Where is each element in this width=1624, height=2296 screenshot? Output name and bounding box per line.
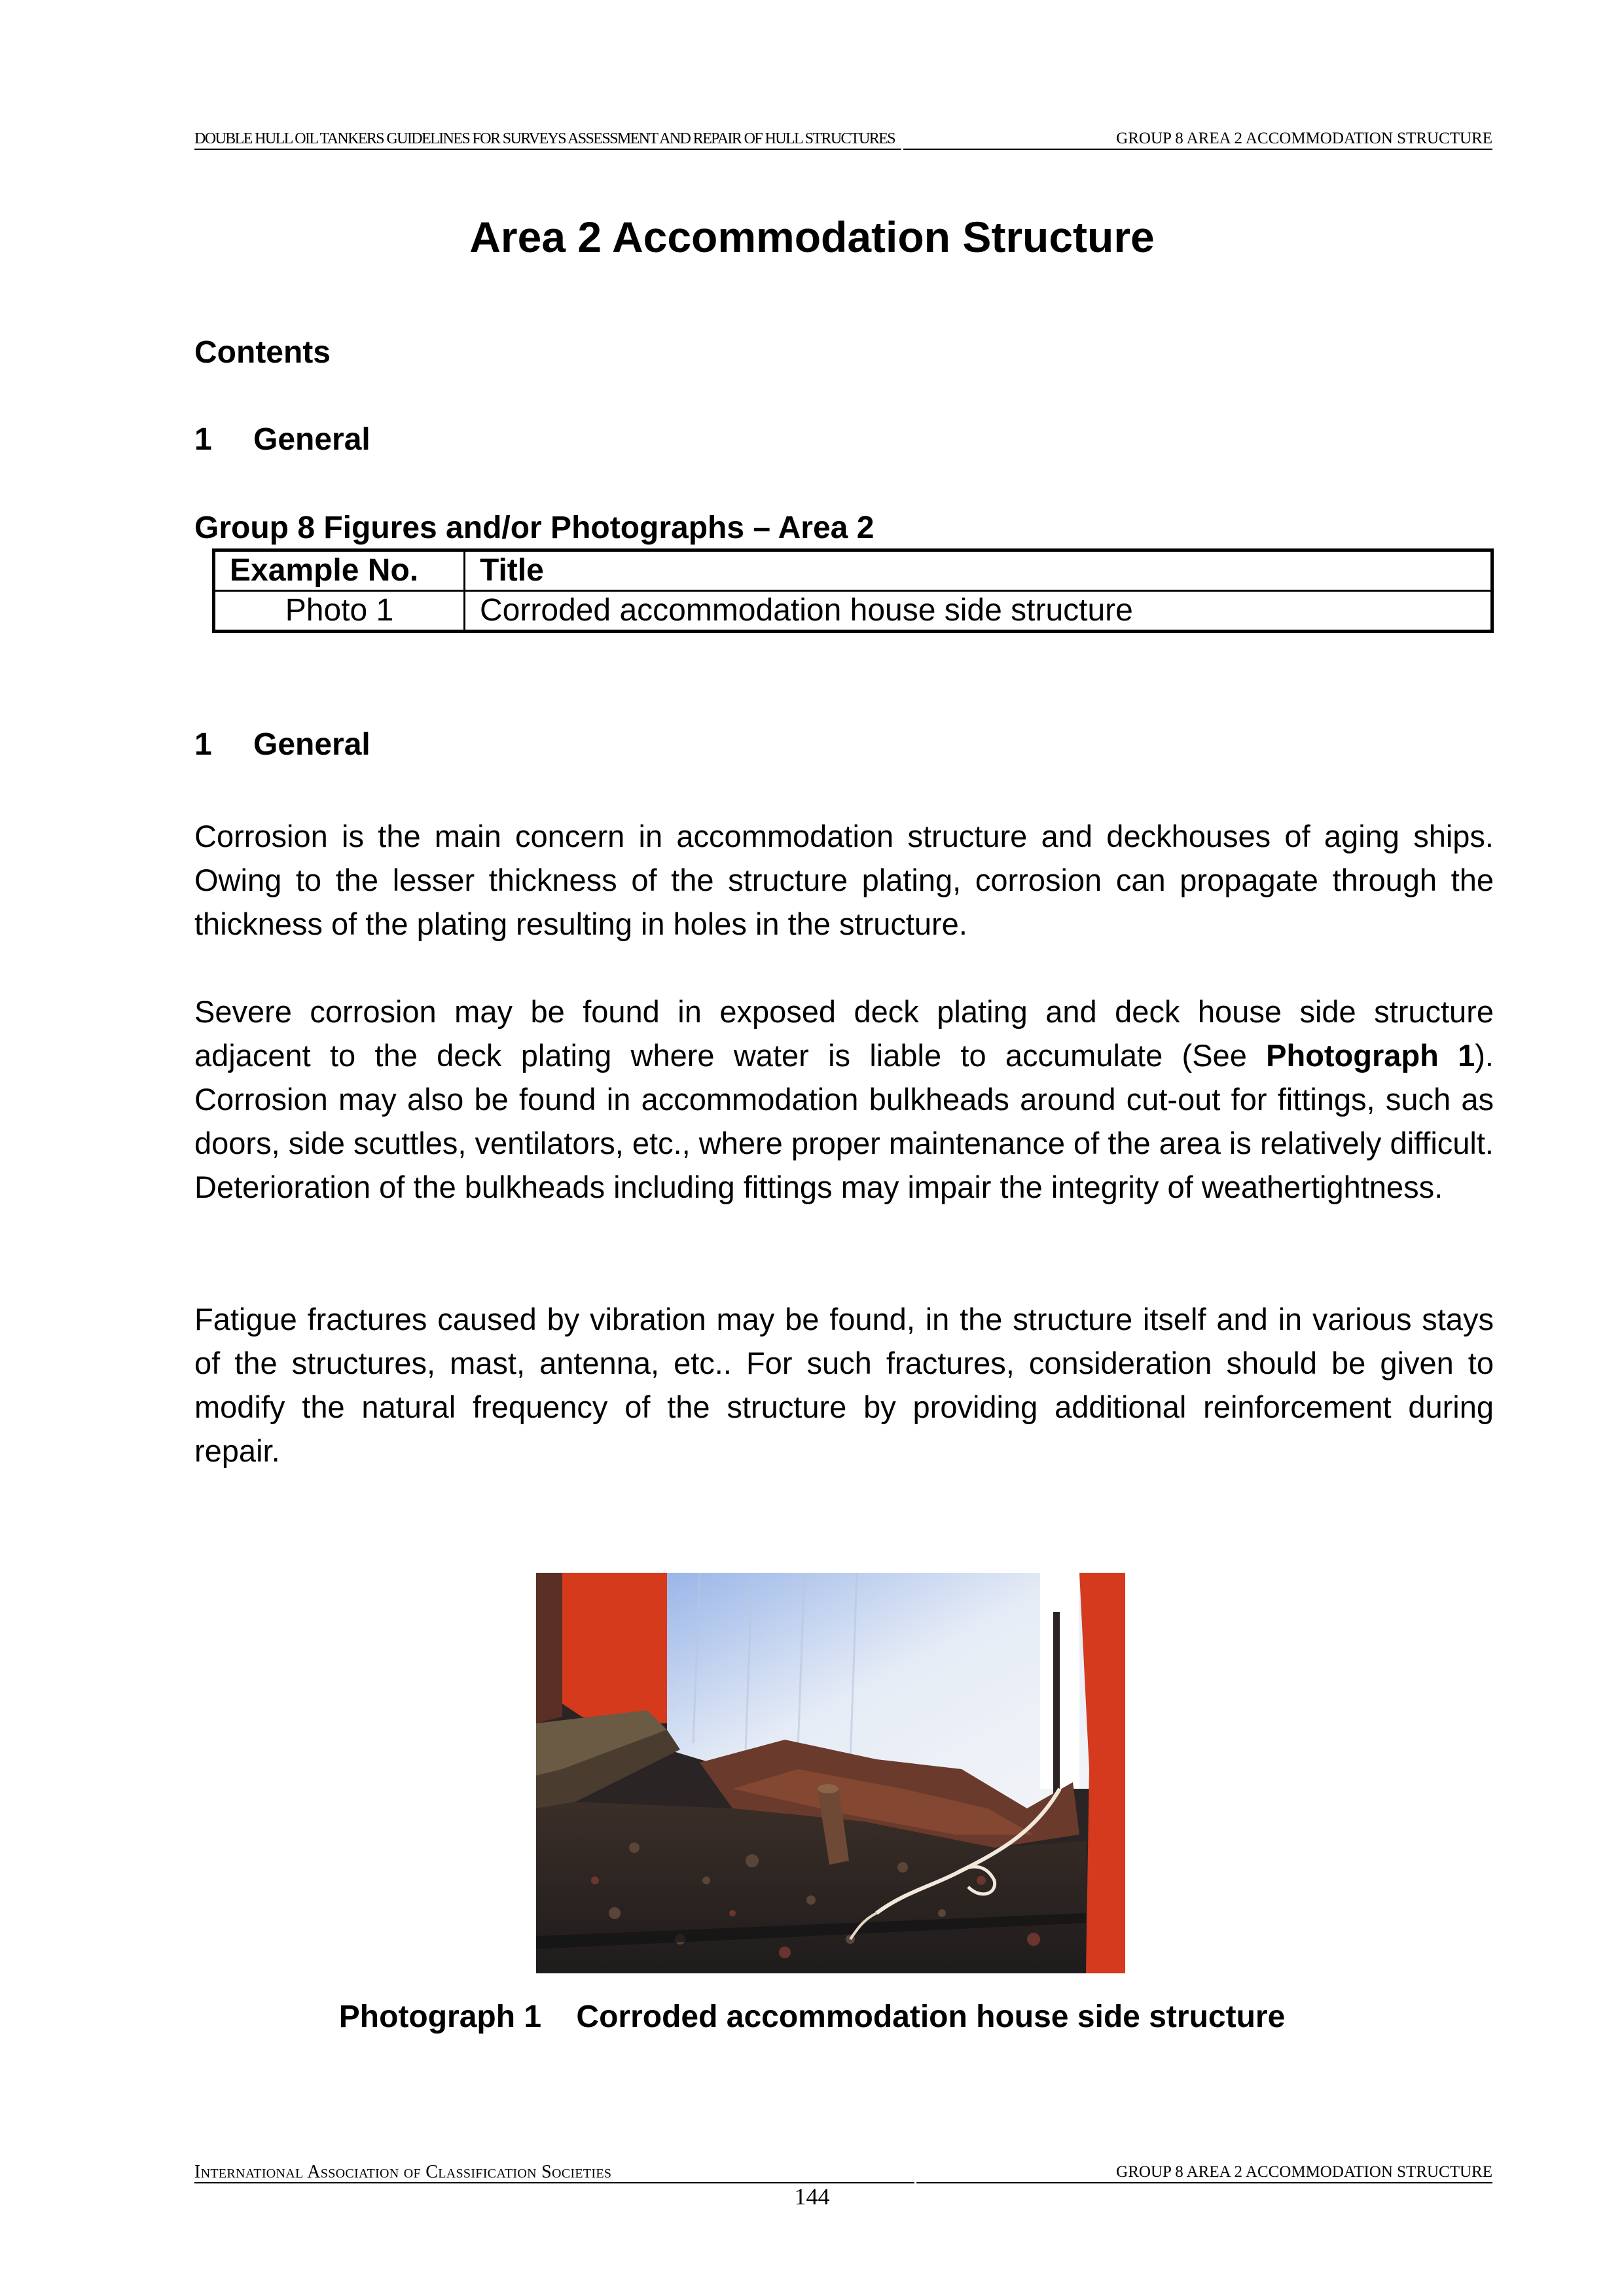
running-header-left: DOUBLE HULL OIL TANKERS GUIDELINES FOR SURVEYS ASSESSMENT AND REPAIR OF HULL STRUCTURES	[194, 130, 901, 150]
table-row	[214, 591, 1492, 632]
paragraph-text: ). Corrosion may also be found in accommodation bulkheads around cut-out for fittings, such as doors, side scuttles, ventilators, etc., where proper maintenance of the area is relatively difficult. Deterioration of the bulkheads including fittings may impair the integrity of weathertightness.	[194, 1038, 1494, 1204]
section-title: General	[253, 727, 370, 762]
photograph-reference: Photograph 1	[1266, 1038, 1475, 1073]
column-header-title: Title	[465, 550, 1492, 591]
column-header-example-no: Example No.	[214, 550, 465, 591]
paragraph-text: Fatigue fractures caused by vibration may be found, in the structure itself and in various stays of the structures, mast, antenna, etc.. For such fractures, consideration should be given to modify the natural frequency of the structure by providing additional reinforcement during repair.	[194, 1302, 1494, 1468]
paragraph-text: Severe corrosion may be found in exposed deck plating and deck house side structure adjacent to the deck plating where water is liable to accumulate (See	[194, 994, 1494, 1073]
cell-title: Corroded accommodation house side structure	[465, 591, 1492, 632]
contents-item	[194, 421, 370, 459]
paragraph-2	[194, 990, 1494, 1209]
running-header-right: GROUP 8 AREA 2 ACCOMMODATION STRUCTURE	[903, 130, 1492, 150]
figures-heading: Group 8 Figures and/or Photographs – Area 2	[194, 511, 875, 545]
table-header-row	[214, 550, 1492, 591]
paragraph-3	[194, 1297, 1494, 1473]
section-number: 1	[194, 727, 212, 762]
running-footer-left: International Association of Classification Societies	[194, 2162, 914, 2183]
photo-caption	[0, 1998, 1624, 2037]
cell-example-no: Photo 1	[214, 591, 465, 632]
figures-table	[212, 548, 1494, 633]
contents-heading: Contents	[194, 335, 331, 370]
corrosion-photograph	[536, 1573, 1125, 1973]
contents-item-number: 1	[194, 422, 212, 457]
page-title: Area 2 Accommodation Structure	[469, 213, 1155, 261]
running-footer-right: GROUP 8 AREA 2 ACCOMMODATION STRUCTURE	[916, 2162, 1492, 2183]
section-heading	[194, 726, 370, 764]
paragraph-text: Corrosion is the main concern in accommodation structure and deckhouses of aging ships. Owing to the lesser thickness of the structure plating, corrosion can propagate through the thickness of the plating resulting in holes in the structure.	[194, 819, 1494, 941]
page-number: 144	[794, 2183, 830, 2210]
caption-text: Corroded accommodation house side structure	[576, 2000, 1286, 2034]
contents-item-label: General	[253, 422, 370, 457]
paragraph-1	[194, 814, 1494, 946]
caption-label: Photograph 1	[338, 2000, 542, 2034]
